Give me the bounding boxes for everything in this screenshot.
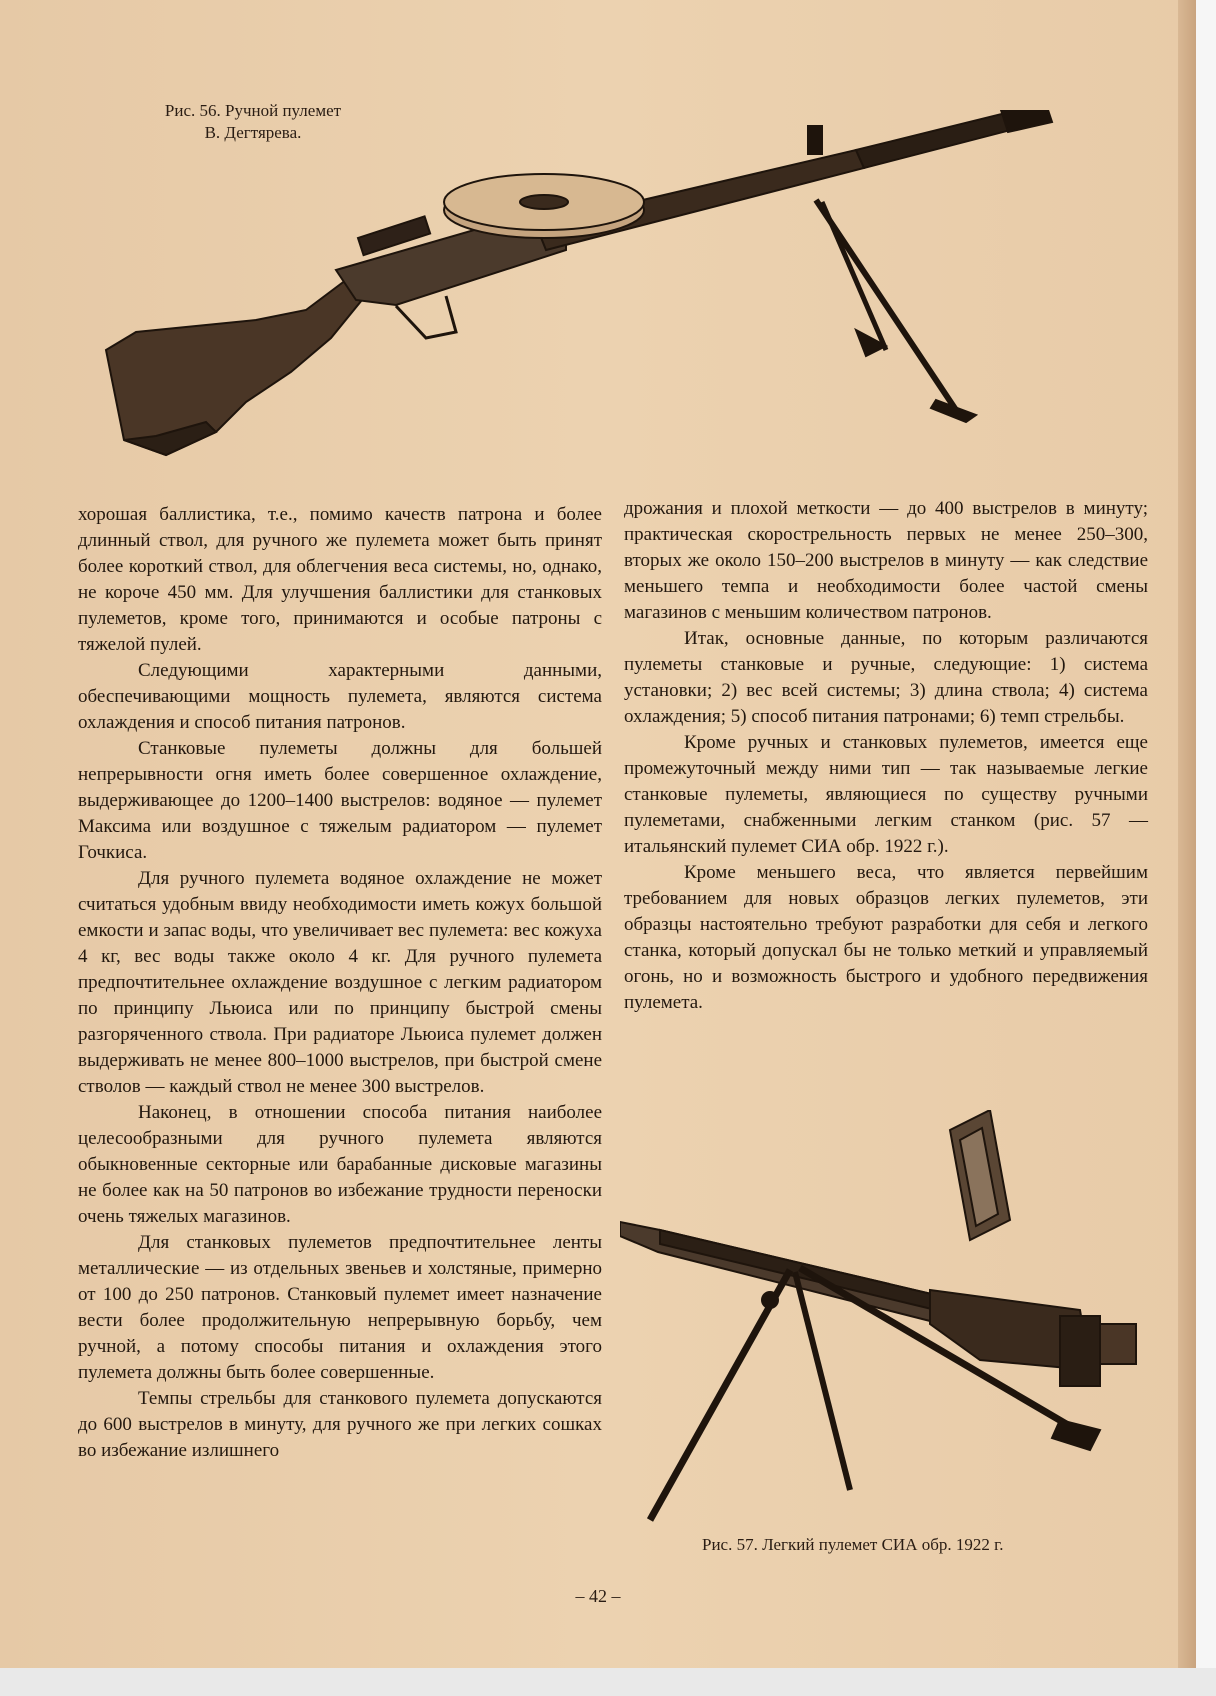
left-paragraph-1: хорошая баллистика, т.е., помимо качеств патрона и более длинный ствол, для ручного же пулемета может быть принят более короткий ствол, для облегчения веса системы, но, однако, не короче 450 мм. Для улучшения баллистики для станковых пулеметов, кроме того, принимаются и особые патроны с тяжелой пулей. bbox=[78, 504, 602, 655]
left-paragraph-2: Следующими характерными данными, обеспечивающими мощность пулемета, являются система охлаждения и способ питания патронов. bbox=[78, 660, 602, 733]
figure-57-caption: Рис. 57. Легкий пулемет СИА обр. 1922 г. bbox=[702, 1535, 1004, 1554]
sia-machine-gun-illustration bbox=[620, 1110, 1180, 1550]
scan-background-strip bbox=[0, 1668, 1216, 1696]
figure-56-caption-line1: Рис. 56. Ручной пулемет bbox=[164, 101, 342, 120]
left-paragraph-7: Темпы стрельбы для станкового пулемета допускаются до 600 выстрелов в минуту, для ручного же при легких сошках во избежание излишнего bbox=[78, 1388, 602, 1461]
right-paragraph-2: Итак, основные данные, по которым различаются пулеметы станковые и ручные, следующие: 1) система установки; 2) вес всей системы; 3) длина ствола; 4) система охлаждения; 5) способ питания патронами; 6) темп стрельбы. bbox=[624, 628, 1148, 727]
left-paragraph-6: Для станковых пулеметов предпочтительнее ленты металлические — из отдельных звеньев и холстяные, примерно от 100 до 250 патронов. Станковый пулемет имеет назначение вести более продолжительную непрерывную борьбу, чем ручной, а потому способы питания и охлаждения этого пулемета должны быть более совершенные. bbox=[78, 1232, 602, 1383]
right-paragraph-1: дрожания и плохой меткости — до 400 выстрелов в минуту; практическая скорострельность первых не менее 250–300, вторых же около 150–200 выстрелов в минуту — как следствие меньшего темпа и необходимости более частой смены магазинов с меньшим количеством патронов. bbox=[624, 498, 1148, 623]
page-number: – 42 – bbox=[575, 1586, 621, 1606]
left-paragraph-5: Наконец, в отношении способа питания наиболее целесообразными для ручного пулемета являются обыкновенные секторные или барабанные дисковые магазины не более как на 50 патронов во избежание трудности переноски очень тяжелых магазинов. bbox=[78, 1102, 602, 1227]
left-paragraph-3: Станковые пулеметы должны для большей непрерывности огня иметь более совершенное охлаждение, выдерживающее до 1200–1400 выстрелов: водяное — пулемет Максима или воздушное с тяжелым радиатором — пулемет Гочкиса. bbox=[78, 738, 602, 863]
figure-56-caption-line2: В. Дегтярева. bbox=[204, 123, 302, 142]
left-paragraph-4: Для ручного пулемета водяное охлаждение не может считаться удобным ввиду необходимости иметь кожух большой емкости и запас воды, что увеличивает вес пулемета: вес кожуха 4 кг, вес воды также около 4 кг. Для ручного пулемета предпочтительнее охлаждение воздушное с легким радиатором по принципу Льюиса или по принципу быстрой смены разгоряченного ствола. При радиаторе Льюиса пулемет должен выдерживать не менее 800–1000 выстрелов, при быстрой смене стволов — каждый ствол не менее 300 выстрелов. bbox=[78, 868, 602, 1097]
degtyarev-machine-gun-illustration bbox=[96, 110, 1130, 480]
right-text-column bbox=[624, 496, 1148, 1016]
right-paragraph-3: Кроме ручных и станковых пулеметов, имеется еще промежуточный между ними тип — так называемые легкие станковые пулеметы, являющиеся по существу ручными пулеметами, снабженными легким станком (рис. 57 — итальянский пулемет СИА обр. 1922 г.). bbox=[624, 732, 1148, 857]
left-text-column bbox=[78, 502, 602, 1464]
right-paragraph-4: Кроме меньшего веса, что является первейшим требованием для новых образцов легких пулеметов, эти образцы настоятельно требуют разработки для себя и легкого станка, который допускал бы не только меткий и управляемый огонь, но и возможность быстрого и удобного передвижения пулемета. bbox=[624, 862, 1148, 1013]
page-edge-shadow bbox=[1178, 0, 1196, 1668]
